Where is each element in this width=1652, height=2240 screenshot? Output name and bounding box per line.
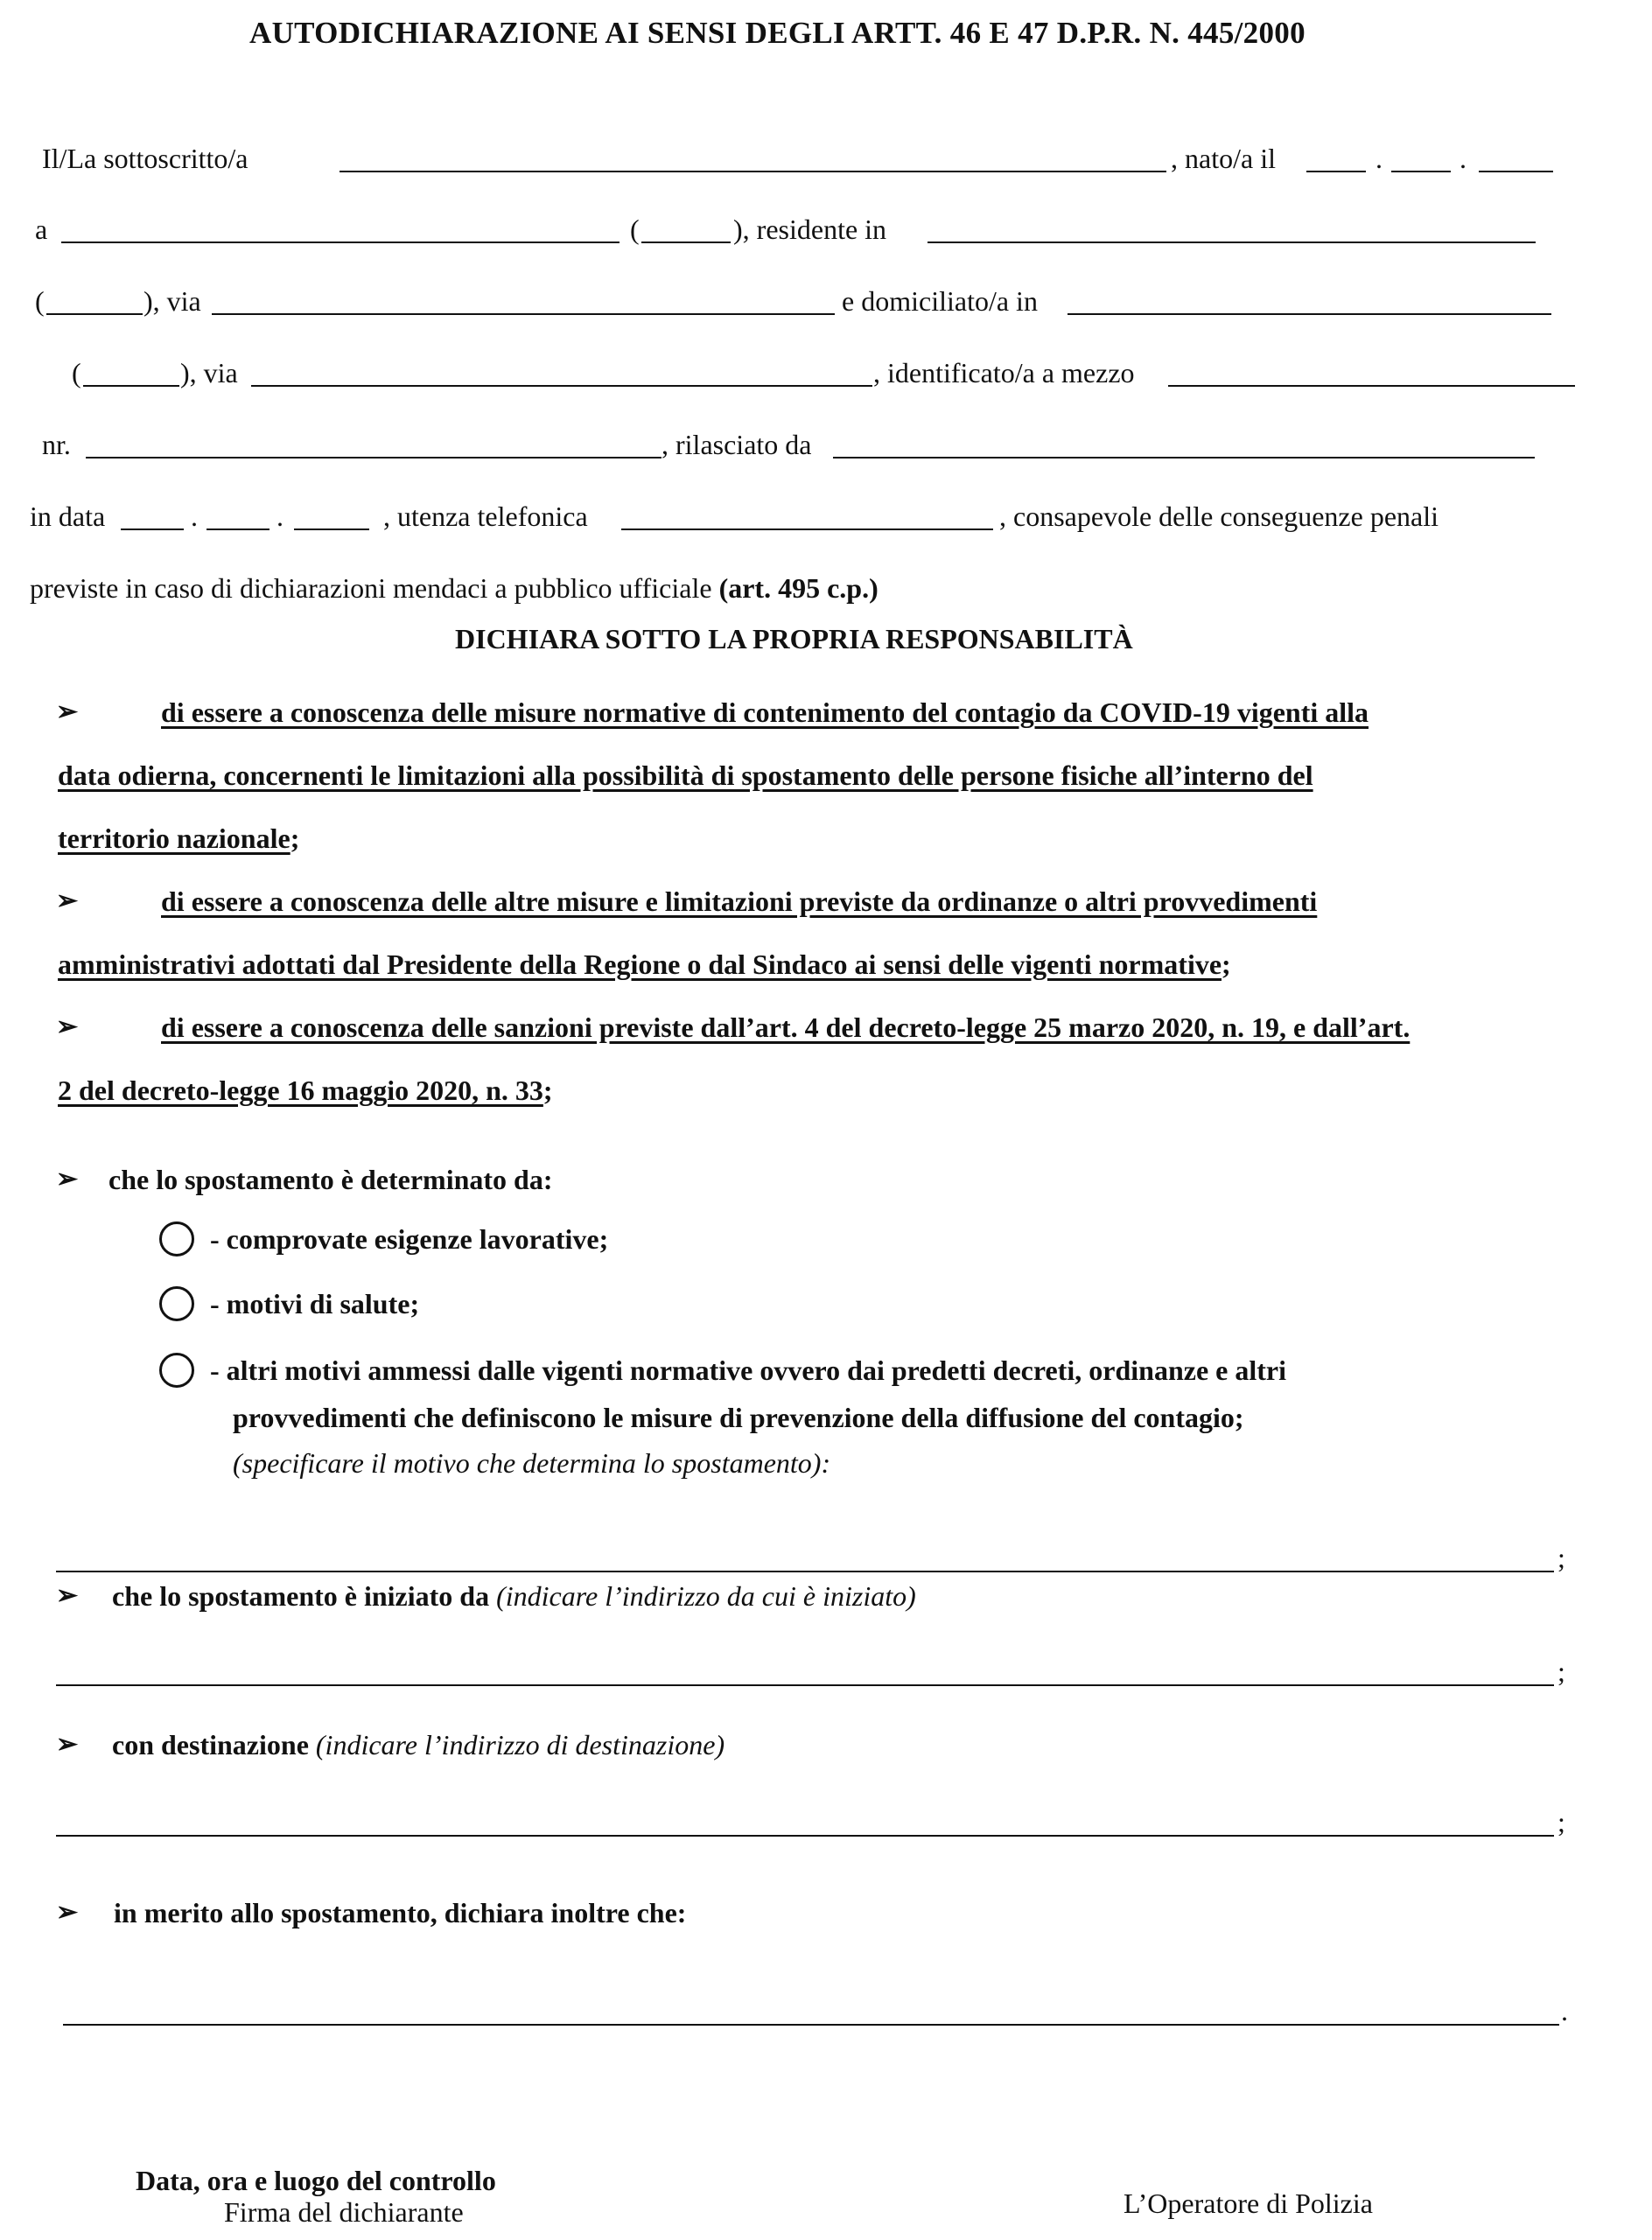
option-altri-line2: provvedimenti che definiscono le misure di prevenzione della diffusione del contagio; [233,1402,1244,1433]
bullet3-line1: di essere a conoscenza delle sanzioni previste dall’art. 4 del decreto-legge 25 marzo 2020, n. 19, e dall’art. [161,1012,1410,1043]
destinazione-label: con destinazione [112,1729,309,1760]
issue-day-field[interactable] [121,528,184,530]
radio-lavorative[interactable] [159,1222,194,1256]
domicile-city-field[interactable] [1068,313,1551,315]
nr-label: nr. [42,429,71,460]
destinazione-hint: (indicare l’indirizzo di destinazione) [315,1729,725,1760]
a-label: a [35,214,48,245]
domicile-province-field[interactable] [83,385,179,387]
document-number-field[interactable] [86,457,662,458]
arrow-bullet-icon: ➢ [56,1012,79,1041]
rilasciato-label: , rilasciato da [662,429,812,460]
bullet3-line2: 2 del decreto-legge 16 maggio 2020, n. 33 [58,1074,543,1106]
issue-year-field[interactable] [294,528,369,530]
semicolon: ; [1558,1542,1565,1573]
motivo-field[interactable] [56,1571,1554,1572]
option-altri-hint: (specificare il motivo che determina lo spostamento): [233,1447,831,1479]
radio-altri-motivi[interactable] [159,1353,194,1388]
radio-salute[interactable] [159,1286,194,1321]
art495-text: (art. 495 c.p.) [718,572,878,604]
inoltre-label: in merito allo spostamento, dichiara inoltre che: [114,1897,687,1928]
dichiara-heading: DICHIARA SOTTO LA PROPRIA RESPONSABILITÀ [455,623,1133,654]
arrow-bullet-icon: ➢ [56,1165,79,1194]
additional-declaration-field[interactable] [63,2024,1559,2026]
domiciliato-label: e domiciliato/a in [842,285,1038,317]
sottoscritto-label: Il/La sottoscritto/a [42,143,248,174]
nato-label: , nato/a il [1171,143,1276,174]
phone-field[interactable] [621,528,993,530]
birth-year-field[interactable] [1479,171,1553,172]
bullet1-line3: territorio nazionale [58,822,290,854]
via2-label: ), via [180,357,238,388]
spostamento-label: che lo spostamento è determinato da: [108,1164,553,1195]
residence-street-field[interactable] [212,313,835,315]
utenza-label: , utenza telefonica [383,500,588,532]
residente-label: ), residente in [733,214,887,245]
option-altri-line1: - altri motivi ammessi dalle vigenti normative ovvero dai predetti decreti, ordinanze e altri [210,1354,1286,1386]
option-salute: - motivi di salute; [210,1288,420,1320]
arrow-bullet-icon: ➢ [56,697,79,726]
semicolon: ; [1558,1656,1565,1687]
consapevole-label: , consapevole delle conseguenze penali [999,500,1438,532]
arrow-bullet-icon: ➢ [56,1898,79,1927]
issue-month-field[interactable] [206,528,270,530]
semicolon: ; [1222,948,1231,980]
option-lavorative: - comprovate esigenze lavorative; [210,1223,609,1255]
in-data-label: in data [30,500,106,532]
bullet1-line2: data odierna, concernenti le limitazioni alla possibilità di spostamento delle persone fisiche all’interno del [58,760,1313,791]
birth-province-field[interactable] [641,242,731,243]
previste-text: previste in caso di dichiarazioni mendaci a pubblico ufficiale [30,572,712,604]
bullet2-line1: di essere a conoscenza delle altre misure e limitazioni previste da ordinanze o altri provvedimenti [161,886,1318,917]
identificato-label: , identificato/a a mezzo [873,357,1135,388]
iniziato-hint: (indicare l’indirizzo da cui è iniziato) [496,1580,916,1612]
bullet2-line2: amministrativi adottati dal Presidente della Regione o dal Sindaco ai sensi delle vigenti normative [58,948,1222,980]
birthplace-field[interactable] [61,242,620,243]
document-title: AUTODICHIARAZIONE AI SENSI DEGLI ARTT. 46 E 47 D.P.R. N. 445/2000 [249,16,1306,50]
origin-address-field[interactable] [56,1684,1554,1686]
birth-day-field[interactable] [1306,171,1366,172]
arrow-bullet-icon: ➢ [56,1730,79,1759]
via1-label: ), via [144,285,201,317]
issuer-field[interactable] [833,457,1535,458]
residence-city-field[interactable] [928,242,1536,243]
semicolon: ; [290,822,300,854]
arrow-bullet-icon: ➢ [56,886,79,915]
period: . [1561,1995,1568,2026]
firma-label: Firma del dichiarante [224,2196,464,2228]
id-document-field[interactable] [1168,385,1575,387]
birth-month-field[interactable] [1391,171,1451,172]
semicolon: ; [542,1074,553,1106]
iniziato-label: che lo spostamento è iniziato da [112,1580,490,1612]
domicile-street-field[interactable] [251,385,872,387]
controllo-label: Data, ora e luogo del controllo [136,2165,496,2196]
name-field[interactable] [340,171,1166,172]
residence-province-field[interactable] [46,313,143,315]
destination-address-field[interactable] [56,1835,1554,1837]
arrow-bullet-icon: ➢ [56,1581,79,1610]
bullet1-line1: di essere a conoscenza delle misure normative di contenimento del contagio da COVID-19 vigenti alla [161,696,1369,728]
semicolon: ; [1558,1806,1565,1838]
operatore-label: L’Operatore di Polizia [1124,2188,1373,2219]
